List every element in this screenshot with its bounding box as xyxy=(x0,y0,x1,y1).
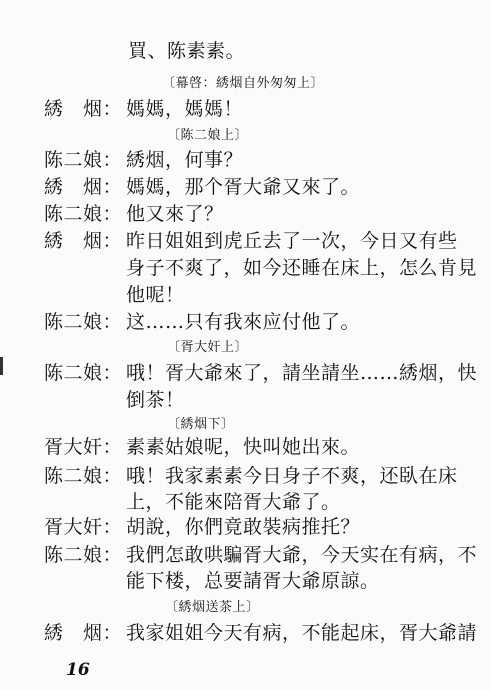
dialogue-line: 身子不爽了，如今还睡在床上，怎么肯見 xyxy=(126,257,478,279)
stage-direction: 〔幕啓：綉烟自外匆匆上〕 xyxy=(162,76,325,91)
speaker-name: 綉 烟： xyxy=(44,98,123,120)
speaker-name: 綉 烟： xyxy=(44,622,123,644)
speaker-name: 胥大奸： xyxy=(44,436,123,458)
dialogue-line: 綉烟，何事？ xyxy=(126,149,244,171)
speaker-name: 陈二娘： xyxy=(44,311,123,333)
dialogue-line: 昨日姐姐到虎丘去了一次，今日又有些 xyxy=(126,230,458,252)
speaker-name: 陈二娘： xyxy=(44,203,123,225)
page-number: 16 xyxy=(66,660,90,680)
dialogue-line: 素素姑娘呢，快叫她出來。 xyxy=(126,436,361,458)
dialogue-line: 能下楼，总要請胥大爺原諒。 xyxy=(126,570,380,592)
dialogue-line: 这……只有我來应付他了。 xyxy=(126,311,361,333)
dialogue-line: 我們怎敢哄騙胥大爺，今天实在有病，不 xyxy=(126,544,478,566)
speaker-name: 胥大奸： xyxy=(44,516,123,538)
dialogue-line: 媽媽，那个胥大爺又來了。 xyxy=(126,176,361,198)
dialogue-line: 倒茶！ xyxy=(126,389,185,411)
dialogue-line: 上，不能來陪胥大爺了。 xyxy=(126,491,341,513)
speaker-name: 綉 烟： xyxy=(44,230,123,252)
speaker-name: 陈二娘： xyxy=(44,362,123,384)
dialogue-line: 我家姐姐今天有病，不能起床，胥大爺請 xyxy=(126,622,478,644)
dialogue-line: 媽媽，媽媽！ xyxy=(126,98,244,120)
scan-edge-mark xyxy=(0,357,3,375)
stage-direction: 〔綉烟下〕 xyxy=(167,417,235,432)
speaker-name: 陈二娘： xyxy=(44,544,123,566)
stage-direction: 〔胥大奸上〕 xyxy=(167,340,249,355)
stage-direction: 〔綉烟送茶上〕 xyxy=(165,600,260,615)
dialogue-line: 他又來了？ xyxy=(126,203,224,225)
speaker-name: 陈二娘： xyxy=(44,465,123,487)
speaker-name: 綉 烟： xyxy=(44,176,123,198)
dialogue-line: 哦！胥大爺來了，請坐請坐……綉烟，快 xyxy=(126,362,478,384)
dialogue-line: 他呢！ xyxy=(126,284,185,306)
dialogue-continuation: 買、陈素素。 xyxy=(128,40,246,62)
dialogue-line: 胡說，你們竟敢裝病推托？ xyxy=(126,516,361,538)
speaker-name: 陈二娘： xyxy=(44,149,123,171)
stage-direction: 〔陈二娘上〕 xyxy=(167,128,249,143)
dialogue-line: 哦！我家素素今日身子不爽，还臥在床 xyxy=(126,465,458,487)
